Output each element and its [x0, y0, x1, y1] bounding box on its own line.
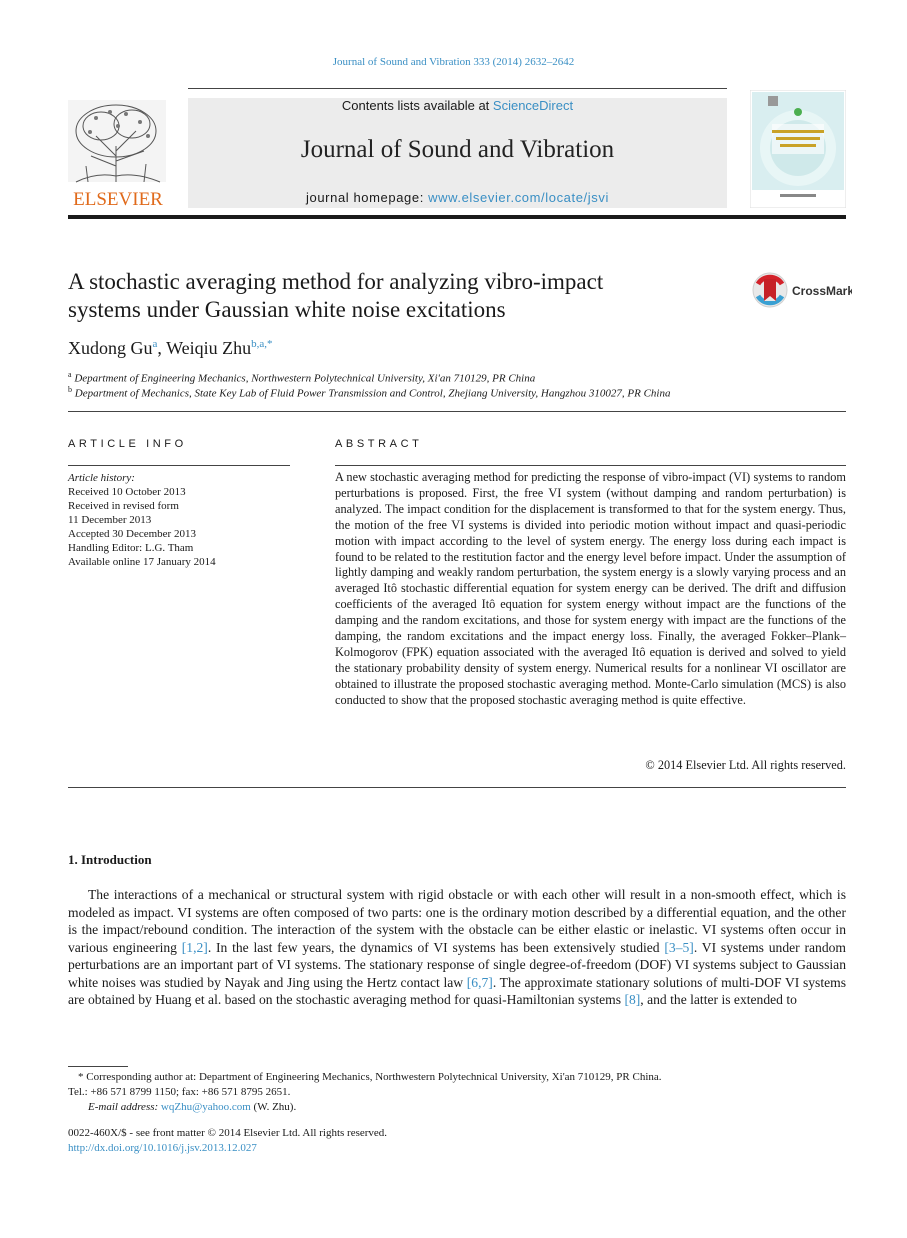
affiliation-text: Department of Mechanics, State Key Lab of Fluid Power Transmission and Control, Zhejiang University, Hangzhou 310027, PR China: [74, 387, 671, 400]
intro-text-segment: . VI systems under random perturbations are an important part of VI systems. The stationary response of single degree-of-freedom (DOF) VI systems subject to Gaussian white noises was studied by Nayak and Jing using the Hertz contact law: [68, 939, 847, 990]
author-name[interactable]: Xudong Gu: [68, 338, 153, 358]
elsevier-wordmark: ELSEVIER: [73, 189, 163, 208]
journal-cover-thumbnail-icon: [750, 90, 846, 208]
authors-line: Xudong Gu$^a$, Weiqiu Zhu$^{b,a,*}$: [68, 338, 273, 358]
section-heading-introduction: 1. Introduction: [68, 852, 152, 867]
abstract-copyright: © 2014 Elsevier Ltd. All rights reserved.: [645, 758, 846, 772]
online-date: Available online 17 January 2014: [68, 556, 216, 568]
affiliation-marker: b: [68, 385, 72, 394]
homepage-prefix: journal homepage:: [306, 190, 429, 205]
received-date: Received 10 October 2013: [68, 486, 186, 498]
citation-link[interactable]: [8]: [624, 992, 641, 1007]
contents-prefix: Contents lists available at: [341, 98, 493, 113]
article-title-line2: systems under Gaussian white noise excitations: [68, 297, 506, 322]
affiliation-b: [68, 385, 670, 400]
history-label: Article history:: [68, 472, 135, 484]
article-title: [68, 268, 728, 324]
journal-reference[interactable]: Journal of Sound and Vibration 333 (2014) 2632–2642: [332, 56, 575, 68]
email-label: E-mail address:: [88, 1101, 161, 1113]
article-title-line1: A stochastic averaging method for analyzing vibro-impact: [68, 269, 604, 294]
sciencedirect-link[interactable]: ScienceDirect: [492, 98, 574, 113]
homepage-line: [188, 190, 727, 205]
article-info-rule: [68, 465, 290, 466]
footnote: [68, 1070, 846, 1115]
homepage-link[interactable]: www.elsevier.com/locate/jsvi: [428, 190, 609, 205]
intro-text-segment: , and the latter is extended to: [640, 992, 797, 1007]
author-affiliation-marker[interactable]: a: [152, 338, 158, 350]
citation-link[interactable]: [1,2]: [181, 939, 208, 955]
intro-text-segment: . In the last few years, the dynamics of VI systems has been extensively studied: [207, 939, 665, 955]
citation-link[interactable]: [3–5]: [664, 939, 694, 955]
masthead-top-rule: [188, 88, 727, 89]
footnote-rule: [68, 1066, 128, 1067]
crossmark-button[interactable]: [752, 270, 852, 310]
article-info-heading: ARTICLE INFO: [68, 438, 187, 450]
elsevier-tree-logo-icon: [66, 96, 170, 208]
intro-text-segment: The interactions of a mechanical or structural system with rigid obstacle or with each other will result in a non-smooth effect, which is modeled as impact. VI systems are often composed of two parts: one is the ordinary motion described by a differential equation, and the other is the impact/rebound condition. The interaction of the system with the obstacle can be either elastic or inelastic. VI systems often occur in various engineering: [68, 887, 846, 955]
accepted-date: Accepted 30 December 2013: [68, 528, 196, 540]
revised-label: Received in revised form: [68, 500, 179, 512]
abstract-text: A new stochastic averaging method for predicting the response of vibro-impact (VI) systems to random perturbations is proposed. First, the free VI system (without damping and random perturbation) is analyzed. The impact condition for the displacement is transformed to that for the system energy. Thus, the motion of the free VI systems is divided into periodic motion without impact and quasi-periodic motion with impact according to the level of system energy. The energy loss during each impact is found to be related to the restitution factor and the energy level before impact. Under the assumption of lightly damping and weakly random perturbation, the system energy is a slowly varying process and an averaged Itô stochastic differential equation for system energy can be derived. The drift and diffusion coefficients of the averaged Itô equation for system energy without impact are the functions of the damping and the random excitations, and those for system energy with impact are the functions of the damping, the random excitations and the impact energy loss. Finally, the averaged Fokker–Plank–Kolmogorov (FPK) equation associated with the averaged Itô equation is derived and solved to yield the stationary probability density of system energy. Numerical results for a nonlinear VI oscillator are obtained to illustrate the proposed stochastic averaging method. Monte-Carlo simulation (MCS) is also conducted to show that the proposed stochastic averaging method is quite effective.: [335, 470, 846, 707]
abstract-rule: [335, 465, 846, 466]
email-line: [68, 1100, 846, 1115]
author-affiliation-marker[interactable]: b,a,*: [251, 338, 273, 350]
journal-title: Journal of Sound and Vibration: [300, 136, 615, 163]
citation-link[interactable]: [6,7]: [466, 974, 493, 990]
masthead-bottom-rule: [68, 215, 846, 219]
crossmark-label: CrossMark: [792, 284, 852, 298]
article-history: [68, 471, 298, 569]
section-divider: [68, 787, 846, 788]
affiliation-a: [68, 370, 535, 385]
affiliation-marker: a: [68, 370, 72, 379]
author-name[interactable]: Weiqiu Zhu: [166, 338, 252, 358]
contents-line: [188, 98, 727, 113]
email-suffix: (W. Zhu).: [250, 1101, 297, 1113]
issn-line: 0022-460X/$ - see front matter © 2014 Elsevier Ltd. All rights reserved.: [68, 1127, 388, 1139]
handling-editor: Handling Editor: L.G. Tham: [68, 542, 194, 554]
intro-text-segment: . The approximate stationary solutions of multi-DOF VI systems are obtained by Huang et al. based on the stochastic averaging method for quasi-Hamiltonian systems: [68, 974, 847, 1007]
crossmark-icon: [752, 270, 852, 310]
issn-block: [68, 1126, 387, 1156]
introduction-paragraph: [68, 886, 846, 1009]
affiliation-text: Department of Engineering Mechanics, Northwestern Polytechnical University, Xi'an 710129, PR China: [74, 372, 536, 385]
corresponding-author-note: * Corresponding author at: Department of Engineering Mechanics, Northwestern Polytechnical University, Xi'an 710129, PR China.: [78, 1071, 662, 1083]
section-divider: [68, 411, 846, 412]
revised-date: 11 December 2013: [68, 514, 152, 526]
tel-fax: Tel.: +86 571 8799 1150; fax: +86 571 8795 2651.: [68, 1086, 291, 1098]
email-link[interactable]: wqZhu@yahoo.com: [160, 1101, 251, 1113]
abstract-heading: ABSTRACT: [335, 438, 423, 450]
doi-link[interactable]: http://dx.doi.org/10.1016/j.jsv.2013.12.027: [68, 1142, 257, 1154]
